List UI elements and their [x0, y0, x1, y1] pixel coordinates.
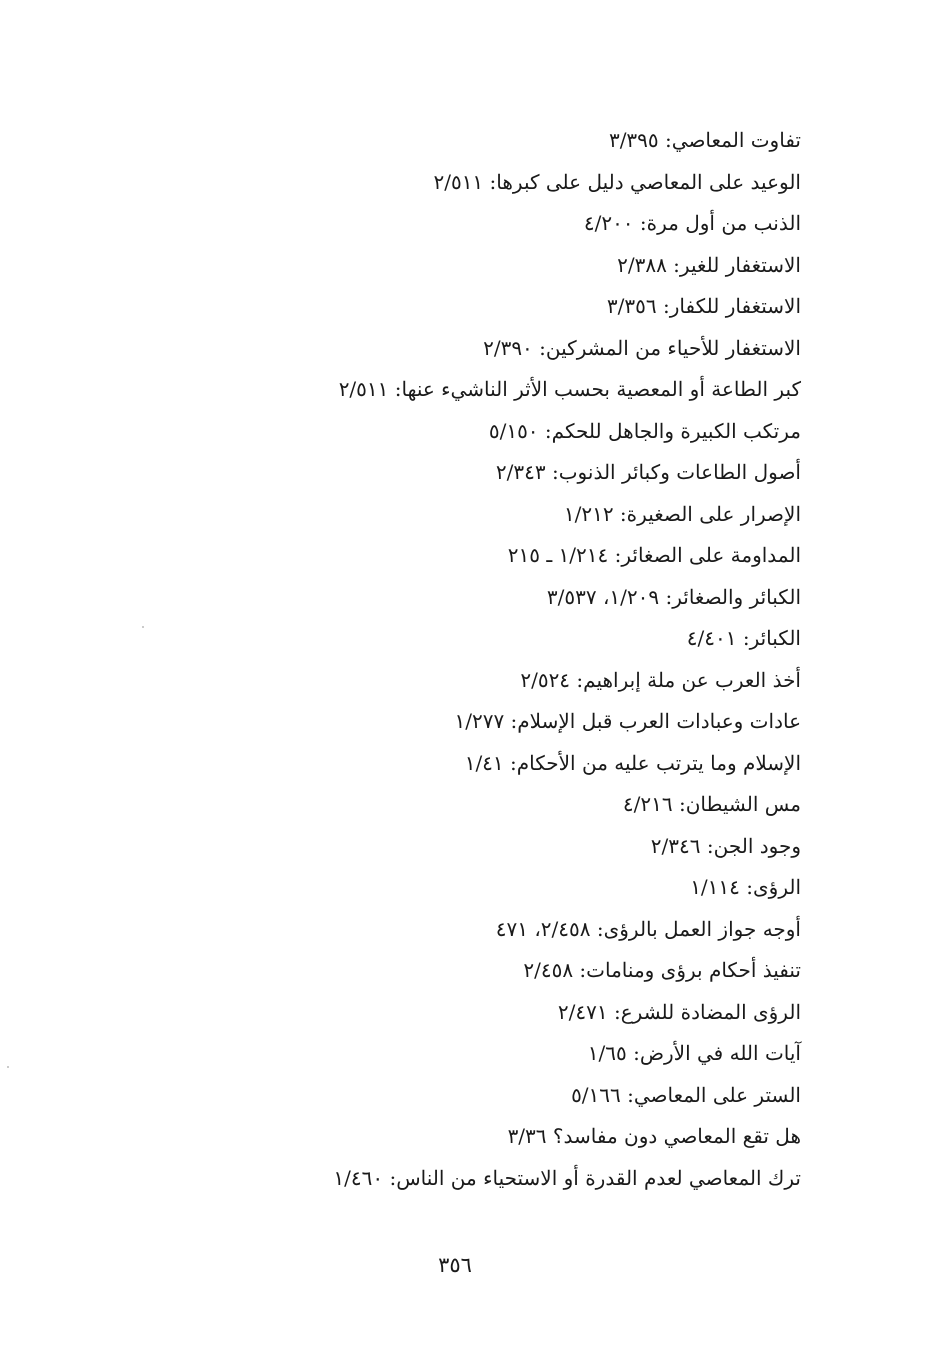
index-entry: الوعيد على المعاصي دليل على كبرها: ٢/٥١١ [433, 169, 801, 194]
index-entry: مرتكب الكبيرة والجاهل للحكم: ٥/١٥٠ [488, 418, 801, 443]
index-entry: الاستغفار للغير: ٢/٣٨٨ [617, 252, 801, 277]
index-entry: الكبائر: ٤/٤٠١ [686, 626, 801, 650]
index-entry: أصول الطاعات وكبائر الذنوب: ٢/٣٤٣ [495, 460, 801, 484]
index-list [281, 120, 801, 1199]
index-entry: تنفيذ أحكام برؤى ومنامات: ٢/٤٥٨ [523, 958, 801, 982]
index-entry: ترك المعاصي لعدم القدرة أو الاستحياء من الناس: ١/٤٦٠ [333, 1165, 801, 1190]
index-entry: الكبائر والصغائر: ١/٢٠٩، ٣/٥٣٧ [546, 584, 801, 609]
index-entry: وجود الجن: ٢/٣٤٦ [650, 833, 801, 858]
index-entry: تفاوت المعاصي: ٣/٣٩٥ [608, 128, 801, 152]
index-entry: الذنب من أول مرة: ٤/٢٠٠ [583, 211, 801, 235]
index-entry: المداومة على الصغائر: ١/٢١٤ ـ ٢١٥ [507, 543, 801, 567]
index-entry: عادات وعبادات العرب قبل الإسلام: ١/٢٧٧ [454, 709, 801, 733]
page-number: ٣٥٦ [438, 1253, 472, 1277]
scan-speck [142, 626, 144, 628]
index-entry: الاستغفار للكفار: ٣/٣٥٦ [606, 294, 801, 318]
index-entry: مس الشيطان: ٤/٢١٦ [622, 792, 801, 816]
index-entry: هل تقع المعاصي دون مفاسد؟ ٣/٣٦ [507, 1124, 801, 1148]
scan-speck [7, 1066, 9, 1068]
index-entry: الاستغفار للأحياء من المشركين: ٢/٣٩٠ [483, 335, 801, 360]
index-entry: الرؤى المضادة للشرع: ٢/٤٧١ [557, 999, 801, 1024]
index-entry: آيات الله في الأرض: ١/٦٥ [587, 1041, 801, 1065]
index-entry: الإسلام وما يترتب عليه من الأحكام: ١/٤١ [464, 750, 801, 775]
index-entry: الإصرار على الصغيرة: ١/٢١٢ [563, 501, 801, 526]
index-entry: أوجه جواز العمل بالرؤى: ٢/٤٥٨، ٤٧١ [495, 916, 801, 941]
index-entry: الستر على المعاصي: ٥/١٦٦ [571, 1082, 801, 1107]
index-entry: الرؤى: ١/١١٤ [690, 875, 801, 899]
index-entry: أخذ العرب عن ملة إبراهيم: ٢/٥٢٤ [520, 667, 801, 692]
index-entry: كبر الطاعة أو المعصية بحسب الأثر الناشيء عنها: ٢/٥١١ [338, 377, 801, 401]
